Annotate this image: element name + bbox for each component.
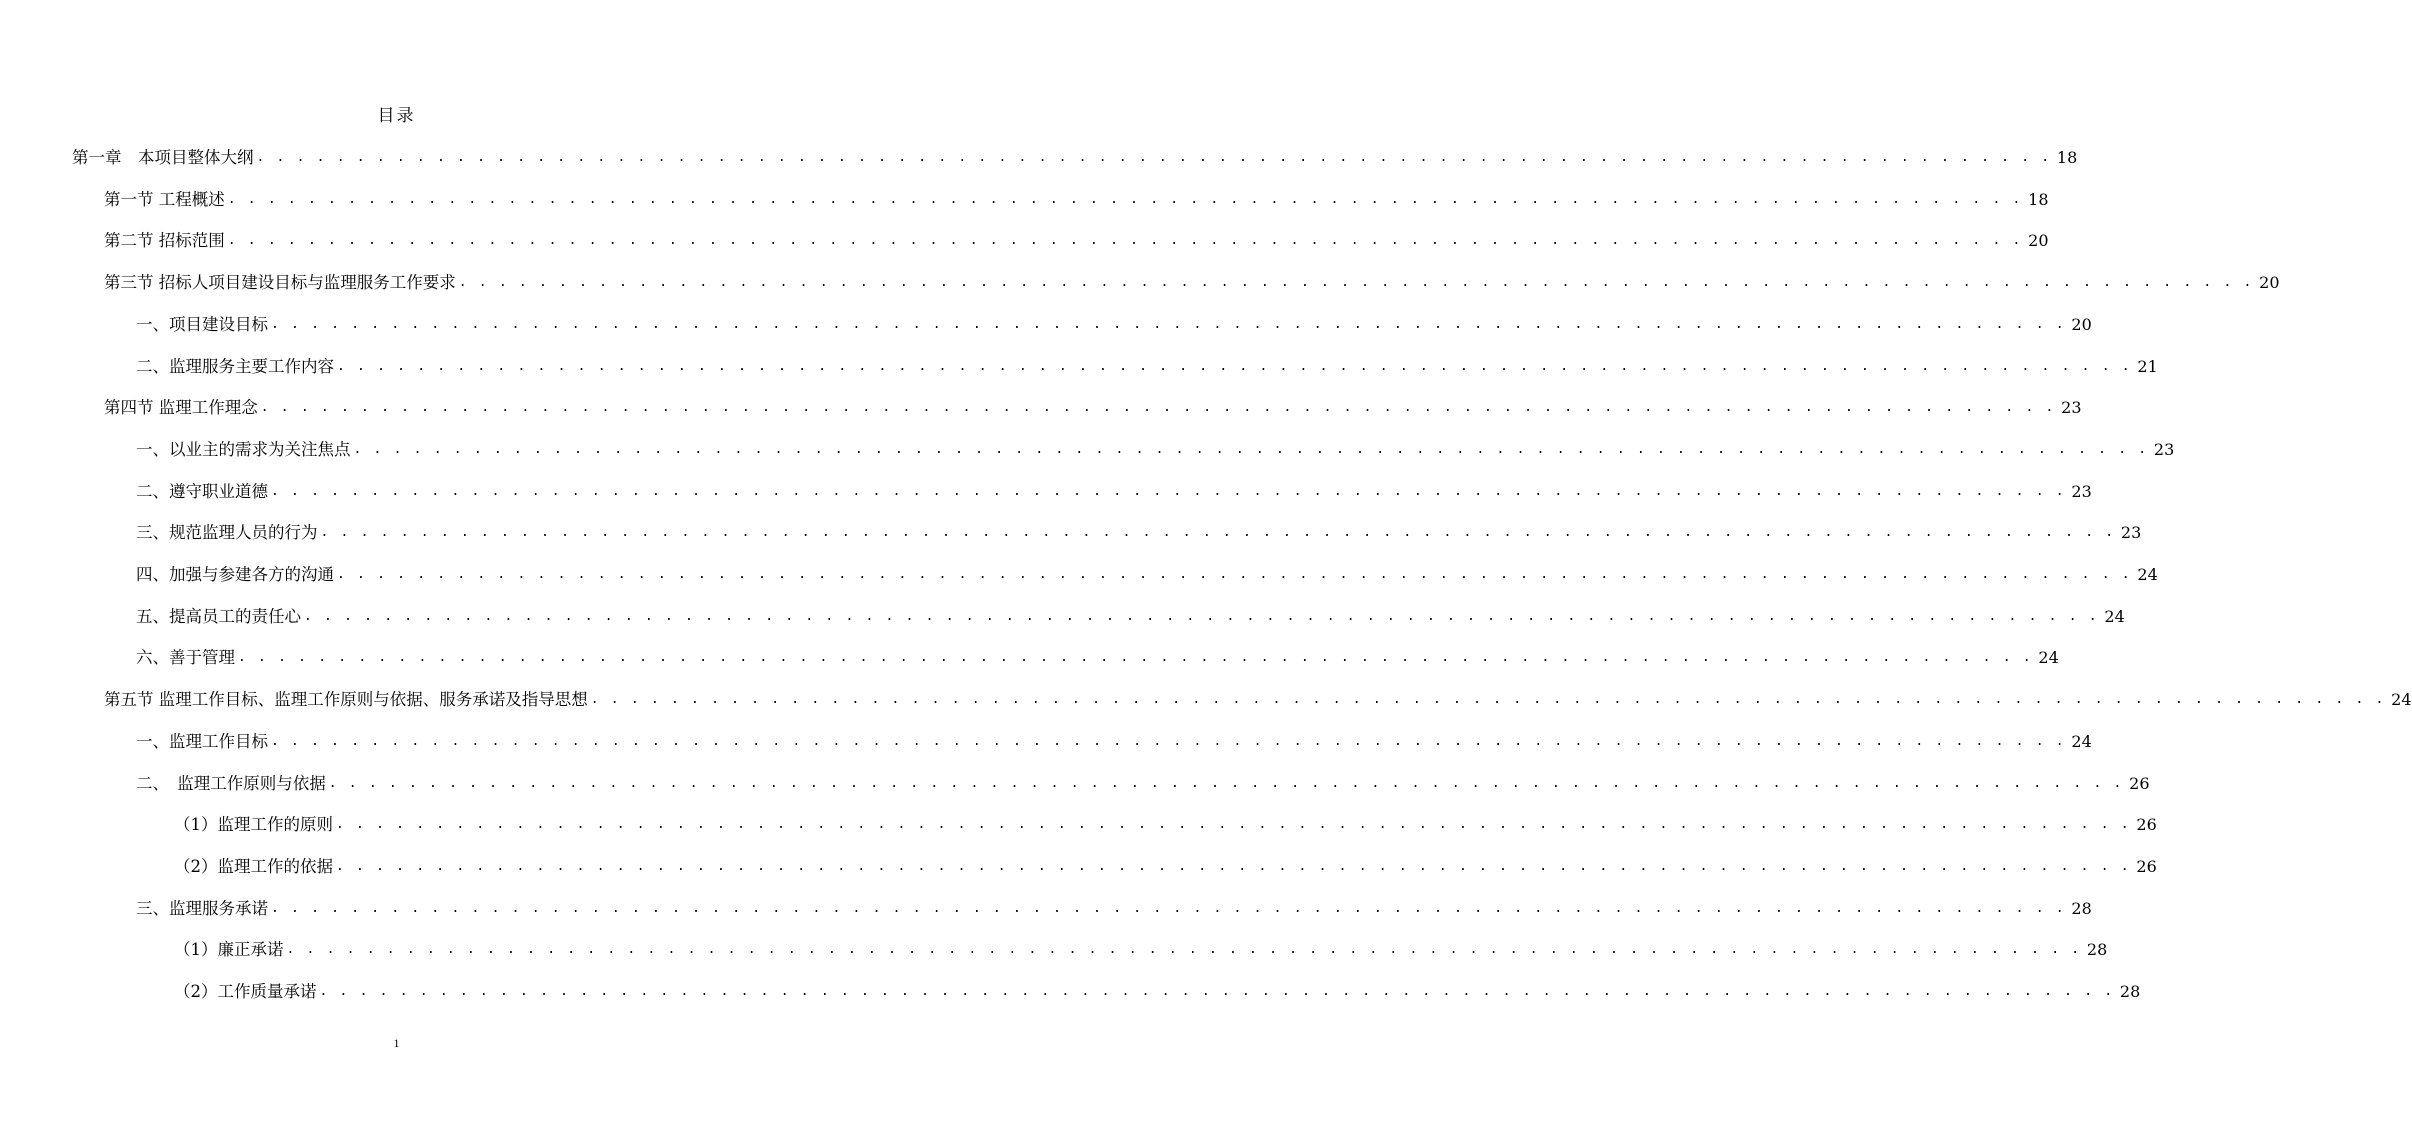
toc-entry-page: 28 [2071,899,2092,918]
toc-entry-page: 23 [2061,398,2082,417]
toc-entry-label: （2）工作质量承诺 [174,982,317,1001]
toc-entry[interactable] [72,146,2078,170]
toc-entry[interactable] [136,438,2175,462]
toc-dot-leader: . . . . . . . . . . . . . . . . . . . . . . . . . . . . . . . . . . . . . . . . . . . . . . . . . . . . . . . . . . . . . . . . . . . . . . . . . . . . . . . . . . . . . . . . . . [304,609,2099,624]
toc-entry-label: 第五节 监理工作目标、监理工作原则与依据、服务承诺及指导思想 [104,690,588,709]
toc-entry-label: （1）监理工作的原则 [174,815,333,834]
toc-entry[interactable] [136,355,2158,379]
toc-entry[interactable] [174,855,2157,879]
toc-entry[interactable] [174,938,2108,962]
toc-entry[interactable] [174,813,2157,837]
toc-entry-page: 26 [2129,774,2150,793]
toc-entry-label: 第一章 本项目整体大纲 [72,148,254,167]
toc-entry[interactable] [136,313,2092,337]
toc-dot-leader: . . . . . . . . . . . . . . . . . . . . . . . . . . . . . . . . . . . . . . . . . . . . . . . . . . . . . . . . . . . . . . . . . . . . . . . . . . . . . . . . . . . . . . . . . . [328,776,2124,791]
toc-dot-leader: . . . . . . . . . . . . . . . . . . . . . . . . . . . . . . . . . . . . . . . . . . . . . . . . . . . . . . . . . . . . . . . . . . . . . . . . . . . . . . . . . . . . . . . . . . [336,817,2131,832]
toc-entry-label: 第四节 监理工作理念 [104,398,258,417]
toc-entry-label: 六、善于管理 [136,648,235,667]
toc-entry-label: 三、规范监理人员的行为 [136,523,318,542]
toc-dot-leader: . . . . . . . . . . . . . . . . . . . . . . . . . . . . . . . . . . . . . . . . . . . . . . . . . . . . . . . . . . . . . . . . . . . . . . . . . . . . . . . . . . . . . . . . . . [337,567,2132,582]
toc-entry-label: （2）监理工作的依据 [174,857,333,876]
toc-dot-leader: . . . . . . . . . . . . . . . . . . . . . . . . . . . . . . . . . . . . . . . . . . . . . . . . . . . . . . . . . . . . . . . . . . . . . . . . . . . . . . . . . . . . . . . . . . [337,359,2132,374]
toc-dot-leader: . . . . . . . . . . . . . . . . . . . . . . . . . . . . . . . . . . . . . . . . . . . . . . . . . . . . . . . . . . . . . . . . . . . . . . . . . . . . . . . . . . . . . . . . . . [260,400,2056,415]
toc-entry-page: 24 [2137,565,2158,584]
toc-entry-page: 23 [2153,440,2175,459]
toc-dot-leader: . . . . . . . . . . . . . . . . . . . . . . . . . . . . . . . . . . . . . . . . . . . . . . . . . . . . . . . . . . . . . . . . . . . . . . . . . . . . . . . . . . . . . . . . . . [590,692,2386,707]
toc-entry-label: 一、监理工作目标 [136,732,268,751]
toc-entry-page: 24 [2104,607,2125,626]
toc-entry-label: 第一节 工程概述 [104,190,225,209]
toc-entry[interactable] [104,188,2049,212]
toc-dot-leader: . . . . . . . . . . . . . . . . . . . . . . . . . . . . . . . . . . . . . . . . . . . . . . . . . . . . . . . . . . . . . . . . . . . . . . . . . . . . . . . . . . . . . . . . . . [271,734,2066,749]
toc-entry[interactable] [104,396,2082,420]
toc-entry-label: 二、遵守职业道德 [136,482,268,501]
toc-entry-page: 18 [2028,190,2049,209]
toc-entry[interactable] [136,563,2158,587]
toc-entry[interactable] [136,605,2125,629]
toc-entry-page: 28 [2119,982,2141,1001]
toc-entry[interactable] [104,271,2280,295]
toc-entry-label: 第二节 招标范围 [104,231,225,250]
toc-entry[interactable] [136,646,2059,670]
toc-entry-page: 20 [2259,273,2280,292]
toc-entry-label: 第三节 招标人项目建设目标与监理服务工作要求 [104,273,456,292]
toc-dot-leader: . . . . . . . . . . . . . . . . . . . . . . . . . . . . . . . . . . . . . . . . . . . . . . . . . . . . . . . . . . . . . . . . . . . . . . . . . . . . . . . . . . . . . . . . . . [458,275,2254,290]
toc-entry[interactable] [104,229,2049,253]
toc-entry[interactable] [136,897,2092,921]
toc-dot-leader: . . . . . . . . . . . . . . . . . . . . . . . . . . . . . . . . . . . . . . . . . . . . . . . . . . . . . . . . . . . . . . . . . . . . . . . . . . . . . . . . . . . . . . . . . . [319,984,2115,999]
toc-entry-label: 三、监理服务承诺 [136,899,268,918]
toc-entry[interactable] [136,521,2142,545]
toc-entry-label: 五、提高员工的责任心 [136,607,301,626]
toc-dot-leader: . . . . . . . . . . . . . . . . . . . . . . . . . . . . . . . . . . . . . . . . . . . . . . . . . . . . . . . . . . . . . . . . . . . . . . . . . . . . . . . . . . . . . . . . . . [336,859,2131,874]
toc-entry-label: 二、监理服务主要工作内容 [136,357,334,376]
toc-dot-leader: . . . . . . . . . . . . . . . . . . . . . . . . . . . . . . . . . . . . . . . . . . . . . . . . . . . . . . . . . . . . . . . . . . . . . . . . . . . . . . . . . . . . . . . . . . [256,150,2052,165]
toc-entry-page: 20 [2028,231,2049,250]
toc-entry-page: 20 [2071,315,2092,334]
toc-entry-page: 18 [2056,148,2078,167]
toc-entry-label: 二、 监理工作原则与依据 [136,774,326,793]
toc-entry[interactable] [136,480,2092,504]
toc-entry-label: 一、项目建设目标 [136,315,268,334]
toc-entry-page: 24 [2071,732,2092,751]
toc-entry-label: （1）廉正承诺 [174,940,284,959]
toc-entry-label: 一、以业主的需求为关注焦点 [136,440,351,459]
toc-entry-page: 24 [2391,690,2412,709]
toc-dot-leader: . . . . . . . . . . . . . . . . . . . . . . . . . . . . . . . . . . . . . . . . . . . . . . . . . . . . . . . . . . . . . . . . . . . . . . . . . . . . . . . . . . . . . . . . . . [286,942,2082,957]
toc-entry[interactable] [136,730,2092,754]
toc-entry-page: 28 [2086,940,2108,959]
toc-entry-page: 26 [2136,815,2157,834]
toc-entry[interactable] [174,980,2141,1004]
toc-entry-label: 四、加强与参建各方的沟通 [136,565,334,584]
toc-entry-page: 21 [2137,357,2158,376]
toc-entry[interactable] [104,688,2412,712]
toc-dot-leader: . . . . . . . . . . . . . . . . . . . . . . . . . . . . . . . . . . . . . . . . . . . . . . . . . . . . . . . . . . . . . . . . . . . . . . . . . . . . . . . . . . . . . . . . . . [227,233,2023,248]
toc-dot-leader: . . . . . . . . . . . . . . . . . . . . . . . . . . . . . . . . . . . . . . . . . . . . . . . . . . . . . . . . . . . . . . . . . . . . . . . . . . . . . . . . . . . . . . . . . . [271,484,2066,499]
toc-dot-leader: . . . . . . . . . . . . . . . . . . . . . . . . . . . . . . . . . . . . . . . . . . . . . . . . . . . . . . . . . . . . . . . . . . . . . . . . . . . . . . . . . . . . . . . . . . [271,317,2066,332]
toc-entry[interactable] [136,772,2150,796]
toc-dot-leader: . . . . . . . . . . . . . . . . . . . . . . . . . . . . . . . . . . . . . . . . . . . . . . . . . . . . . . . . . . . . . . . . . . . . . . . . . . . . . . . . . . . . . . . . . . [320,525,2116,540]
toc-entry-page: 23 [2071,482,2092,501]
toc-title: 目录 [377,106,416,126]
toc-entry-page: 23 [2120,523,2142,542]
toc-dot-leader: . . . . . . . . . . . . . . . . . . . . . . . . . . . . . . . . . . . . . . . . . . . . . . . . . . . . . . . . . . . . . . . . . . . . . . . . . . . . . . . . . . . . . . . . . . [238,650,2033,665]
toc-dot-leader: . . . . . . . . . . . . . . . . . . . . . . . . . . . . . . . . . . . . . . . . . . . . . . . . . . . . . . . . . . . . . . . . . . . . . . . . . . . . . . . . . . . . . . . . . . [271,901,2066,916]
toc-dot-leader: . . . . . . . . . . . . . . . . . . . . . . . . . . . . . . . . . . . . . . . . . . . . . . . . . . . . . . . . . . . . . . . . . . . . . . . . . . . . . . . . . . . . . . . . . . [227,192,2023,207]
toc-dot-leader: . . . . . . . . . . . . . . . . . . . . . . . . . . . . . . . . . . . . . . . . . . . . . . . . . . . . . . . . . . . . . . . . . . . . . . . . . . . . . . . . . . . . . . . . . . [353,442,2149,457]
toc-entry-page: 24 [2038,648,2059,667]
page-number: 1 [393,1036,400,1050]
toc-entry-page: 26 [2136,857,2157,876]
